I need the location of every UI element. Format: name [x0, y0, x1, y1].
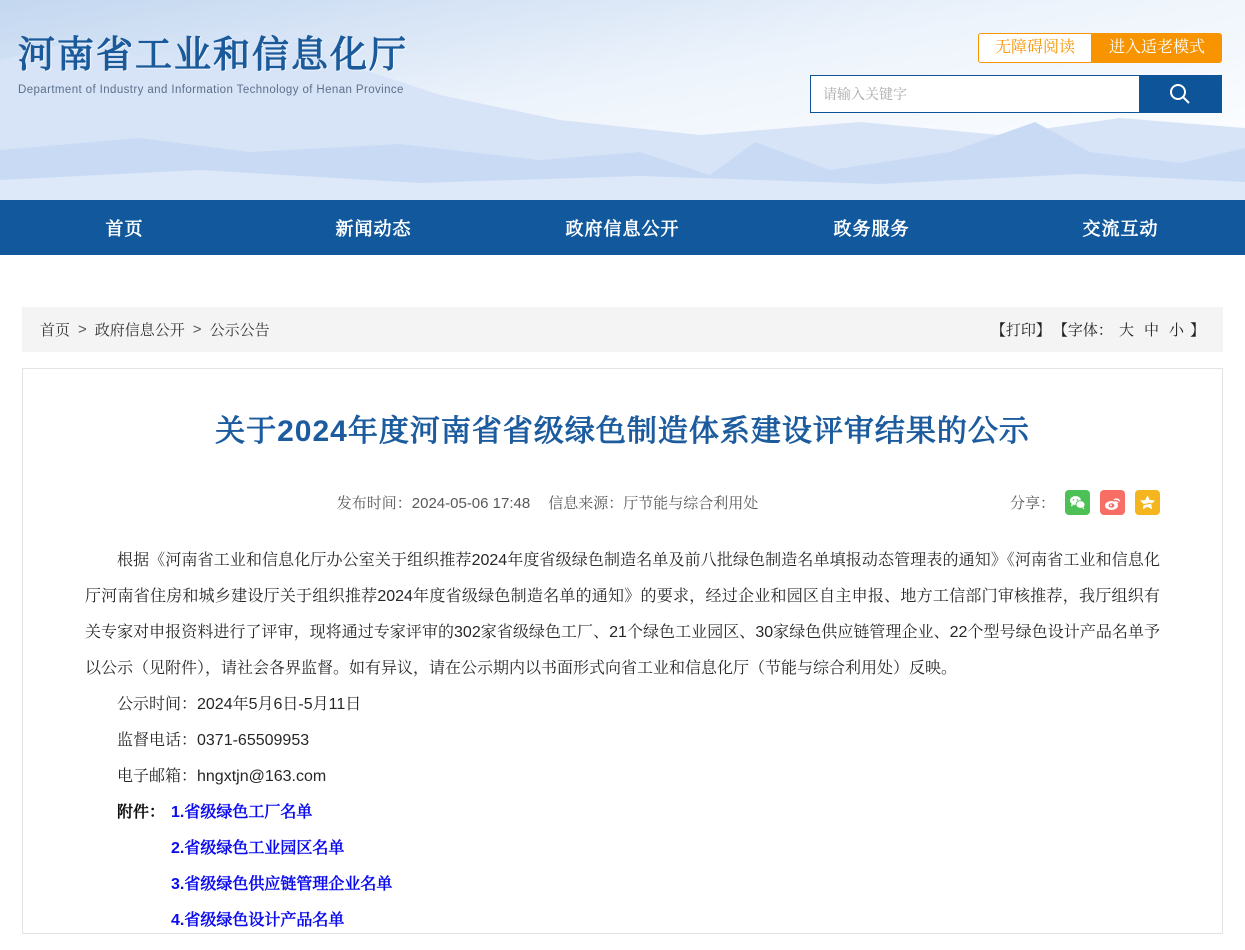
- publish-time: 2024-05-06 17:48: [411, 495, 531, 512]
- qzone-star-share-icon[interactable]: [1135, 490, 1160, 515]
- breadcrumb: [40, 319, 270, 340]
- attachments-label: 附件：: [117, 804, 166, 821]
- attachments-section: [85, 795, 1160, 934]
- main-nav: [0, 200, 1245, 255]
- wechat-share-icon[interactable]: [1065, 490, 1090, 515]
- publish-time-label: 发布时间：: [336, 495, 412, 512]
- share-box: [1010, 490, 1160, 515]
- source-label: 信息来源：: [548, 495, 624, 512]
- attachment-link-green-parks[interactable]: 2.省级绿色工业园区名单: [171, 840, 345, 857]
- search-icon: [1167, 81, 1193, 107]
- public-period-line: 公示时间：2024年5月6日-5月11日: [117, 696, 362, 713]
- nav-item-gov-info[interactable]: 政府信息公开: [565, 218, 680, 239]
- article-meta: [85, 492, 1010, 513]
- breadcrumb-bar: [22, 307, 1223, 352]
- breadcrumb-separator: >: [192, 321, 202, 338]
- search-button[interactable]: [1139, 76, 1221, 112]
- print-button[interactable]: 【打印】: [990, 322, 1051, 339]
- attachment-list: [171, 795, 392, 934]
- breadcrumb-separator: >: [78, 321, 87, 338]
- site-logo: [18, 24, 408, 96]
- elder-mode-button[interactable]: 进入适老模式: [1092, 33, 1222, 63]
- attachment-link-supply-chain[interactable]: 3.省级绿色供应链管理企业名单: [171, 876, 393, 893]
- article-meta-row: [85, 490, 1160, 515]
- nav-item-services[interactable]: 政务服务: [833, 218, 910, 239]
- search-input[interactable]: [811, 76, 1139, 112]
- font-size-suffix: 】: [1189, 322, 1205, 339]
- breadcrumb-gov-info[interactable]: 政府信息公开: [94, 322, 185, 339]
- source-value: 厅节能与综合利用处: [623, 495, 759, 512]
- breadcrumb-home[interactable]: 首页: [40, 322, 71, 339]
- accessibility-reading-button[interactable]: 无障碍阅读: [978, 33, 1092, 63]
- font-size-large-button[interactable]: 大: [1118, 322, 1134, 339]
- article-title: 关于2024年度河南省省级绿色制造体系建设评审结果的公示: [215, 415, 1030, 448]
- breadcrumb-announcements[interactable]: 公示公告: [209, 322, 270, 339]
- site-subtitle: Department of Industry and Information Technology of Henan Province: [18, 84, 404, 96]
- mode-buttons: [810, 33, 1222, 63]
- font-size-small-button[interactable]: 小: [1168, 322, 1184, 339]
- attachment-link-green-design[interactable]: 4.省级绿色设计产品名单: [171, 912, 345, 929]
- share-label: 分享：: [1009, 495, 1055, 512]
- site-title: 河南省工业和信息化厅: [18, 34, 408, 75]
- article-card: [22, 368, 1223, 934]
- page-tools: [991, 319, 1205, 340]
- search-bar: [810, 75, 1222, 113]
- nav-item-news[interactable]: 新闻动态: [335, 218, 412, 239]
- supervision-phone-line: 监督电话：0371-65509953: [117, 732, 310, 749]
- site-header: [0, 0, 1245, 200]
- nav-item-interaction[interactable]: 交流互动: [1082, 218, 1159, 239]
- font-size-medium-button[interactable]: 中: [1143, 322, 1159, 339]
- nav-item-home[interactable]: 首页: [105, 218, 144, 239]
- attachment-link-green-factories[interactable]: 1.省级绿色工厂名单: [171, 804, 313, 821]
- article-paragraph: 根据《河南省工业和信息化厅办公室关于组织推荐2024年度省级绿色制造名单及前八批绿色制造名单填报动态管理表的通知》《河南省工业和信息化厅河南省住房和城乡建设厅关于组织推荐2024年度省级绿色制造名单的通知》的要求，经过企业和园区自主申报、地方工信部门审核推荐，我厅组织有关专家对申报资料进行了评审，现将通过专家评审的302家省级绿色工厂、21个绿色工业园区、30家绿色供应链管理企业、22个型号绿色设计产品名单予以公示（见附件），请社会各界监督。如有异议，请在公示期内以书面形式向省工业和信息化厅（节能与综合利用处）反映。: [85, 552, 1160, 677]
- email-line: 电子邮箱：hngxtjn@163.com: [117, 768, 327, 785]
- font-size-prefix: 【字体：: [1052, 322, 1113, 339]
- weibo-share-icon[interactable]: [1100, 490, 1125, 515]
- article-body: [85, 543, 1160, 934]
- header-controls: [810, 33, 1222, 113]
